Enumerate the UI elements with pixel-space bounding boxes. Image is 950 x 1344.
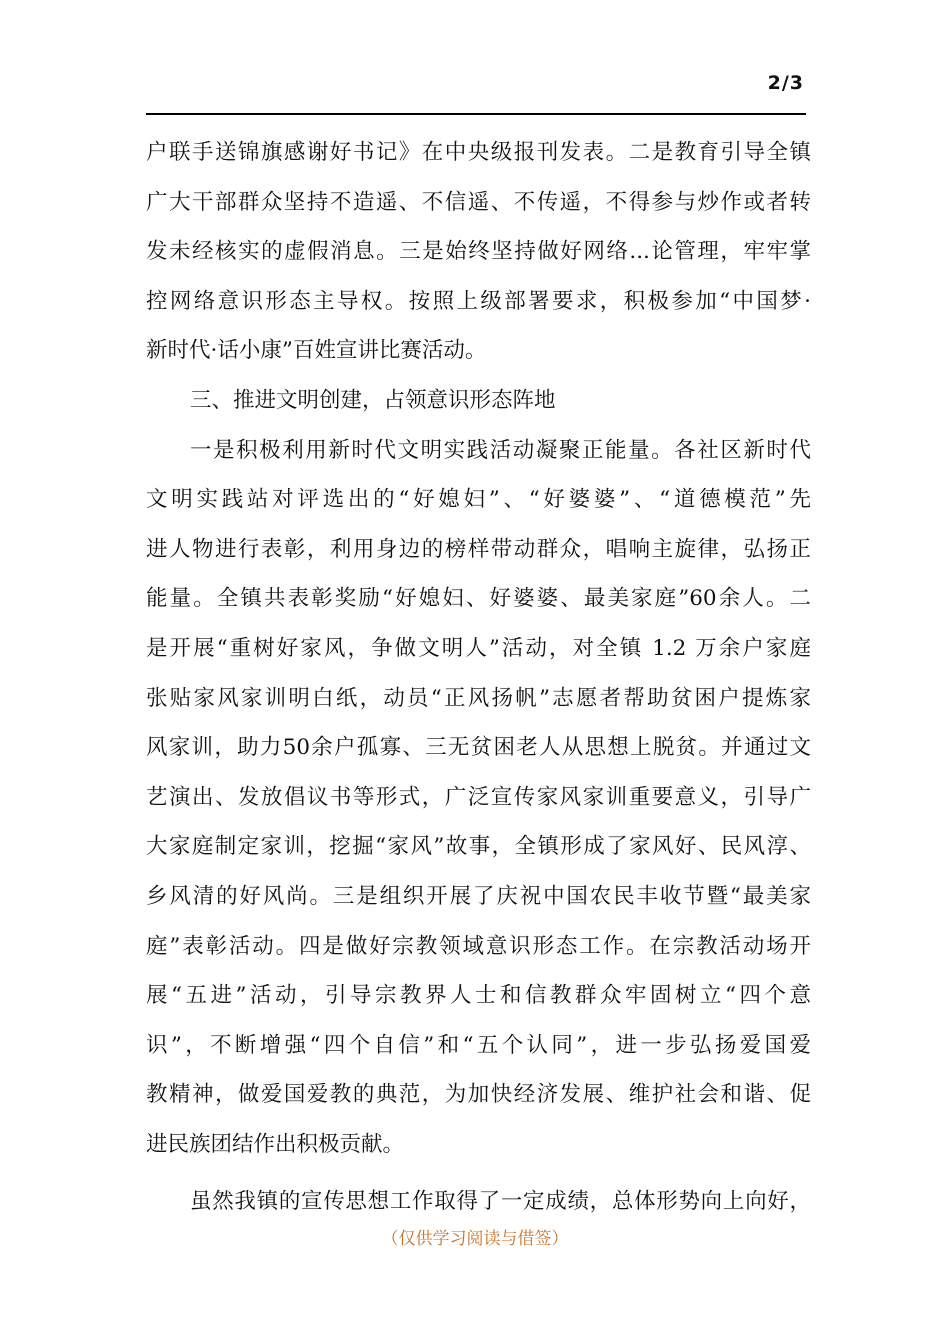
body-line: 识”，不断增强“四个自信”和“五个认同”，进一步弘扬爱国爱 [146, 1032, 811, 1058]
body-line: 进民族团结作出积极贡献。 [146, 1131, 405, 1157]
section-heading: 三、推进文明创建，占领意识形态阵地 [190, 387, 556, 413]
page-number: 2/3 [767, 72, 804, 94]
body-line: 户联手送锦旗感谢好书记》在中央级报刊发表。二是教育引导全镇 [146, 140, 811, 165]
paragraph-start: 虽然我镇的宣传思想工作取得了一定成绩，总体形势向上向好， [190, 1189, 811, 1215]
body-line: 是开展“重树好家风，争做文明人”活动，对全镇 1.2 万余户家庭 [146, 635, 811, 661]
body-line: 展“五进”活动，引导宗教界人士和信教群众牢固树立“四个意 [146, 983, 811, 1009]
body-line: 张贴家风家训明白纸，动员“正风扬帆”志愿者帮助贫困户提炼家 [146, 685, 811, 711]
body-line: 广大干部群众坚持不造遥、不信遥、不传遥，不得参与炒作或者转 [146, 189, 811, 215]
body-line: 能量。全镇共表彰奖励“好媳妇、好婆婆、最美家庭”60余人。二 [146, 586, 811, 612]
body-line: 进人物进行表彰，利用身边的榜样带动群众，唱响主旋律，弘扬正 [146, 536, 811, 562]
body-line: 庭”表彰活动。四是做好宗教领域意识形态工作。在宗教活动场开 [146, 933, 811, 959]
body-line: 文明实践站对评选出的“好媳妇”、“好婆婆”、“道德模范”先 [146, 487, 811, 513]
footer-note: （仅供学习阅读与借签） [381, 1229, 569, 1249]
body-line: 发未经核实的虚假消息。三是始终坚持做好网络...论管理，牢牢掌 [146, 239, 811, 265]
body-line: 艺演出、发放倡议书等形式，广泛宣传家风家训重要意义，引导广 [146, 784, 811, 810]
body-line: 控网络意识形态主导权。按照上级部署要求，积极参加“中国梦· [146, 288, 811, 314]
paragraph-start: 一是积极利用新时代文明实践活动凝聚正能量。各社区新时代 [190, 437, 811, 463]
body-line: 风家训，助力50余户孤寡、三无贫困老人从思想上脱贫。并通过文 [146, 735, 811, 761]
body-line: 乡风清的好风尚。三是组织开展了庆祝中国农民丰收节暨“最美家 [146, 883, 811, 909]
header-divider [146, 113, 806, 115]
body-line: 大家庭制定家训，挖掘“家风”故事，全镇形成了家风好、民风淳、 [146, 834, 811, 860]
document-body [146, 128, 811, 1227]
body-line: 新时代·话小康”百姓宣讲比赛活动。 [146, 338, 487, 364]
body-line: 教精神，做爱国爱教的典范，为加快经济发展、维护社会和谐、促 [146, 1082, 811, 1108]
